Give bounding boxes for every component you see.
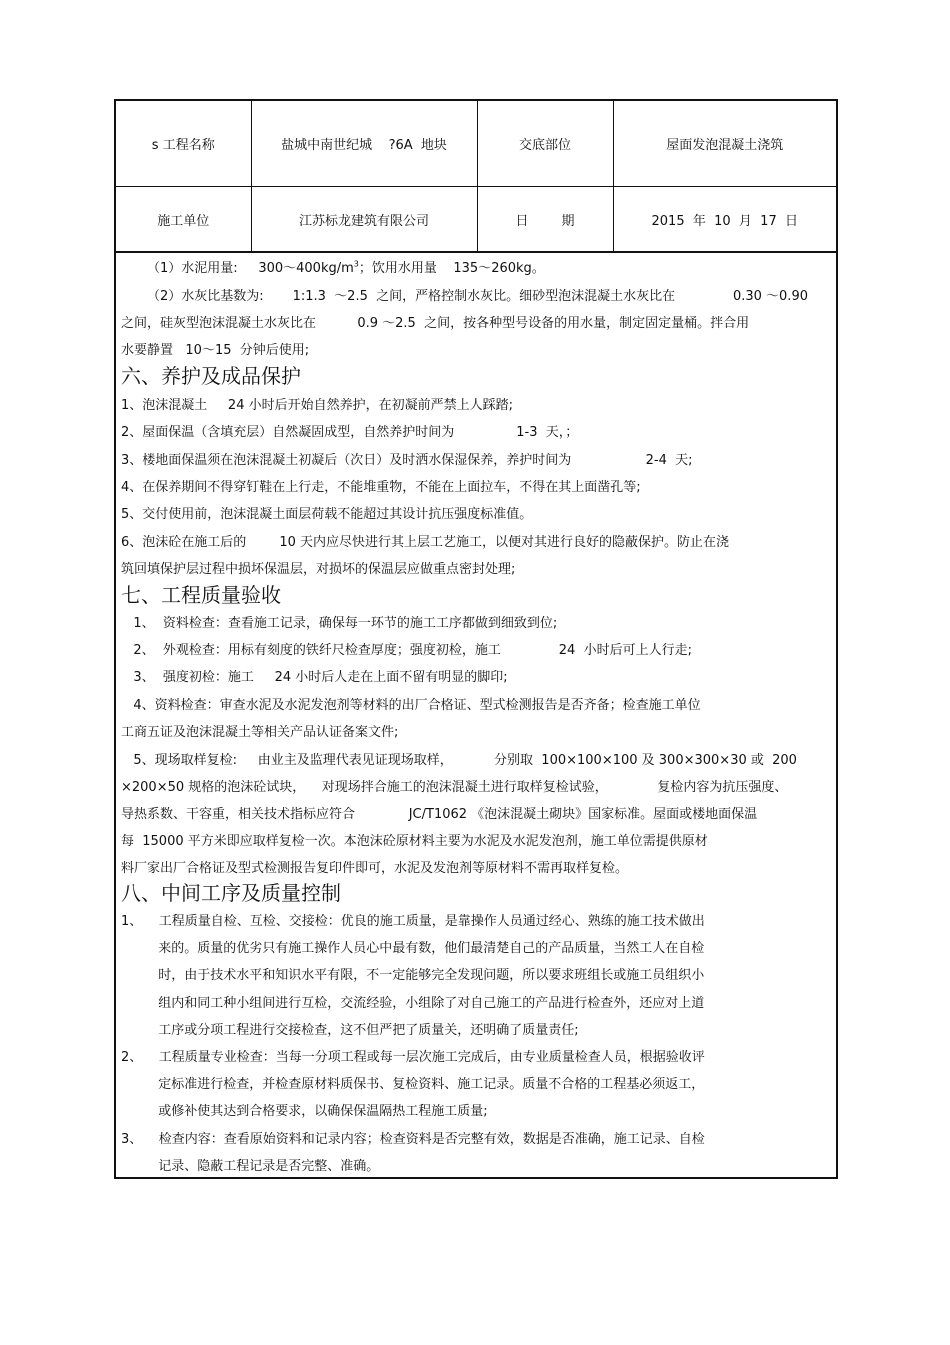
section-8-line: 或修补使其达到合格要求，以确保保温隔热工程施工质量;: [121, 1104, 488, 1119]
section-8-line: 来的。质量的优劣只有施工操作人员心中最有数，他们最清楚自己的产品质量，当然工人在自检: [121, 941, 705, 956]
section-6-line: 4、在保养期间不得穿钉鞋在上行走，不能堆重物，不能在上面拉车，不得在其上面凿孔等;: [121, 480, 641, 495]
section-8-line: 定标准进行检查，并检查原材料质保书、复检资料、施工记录。质量不合格的工程基必须返工，: [121, 1077, 705, 1092]
section-8-heading: 八、中间工序及质量控制: [121, 881, 341, 905]
materials-line-2: （2）水灰比基数为: 1:1.3 ～2.5 之间，严格控制水灰比。细砂型泡沫混凝土水灰比在 0.30 ～0.90: [147, 289, 808, 304]
section-6-line: 6、泡沫砼在施工后的 10 天内应尽快进行其上层工艺施工，以便对其进行良好的隐蔽保护。防止在浇: [121, 535, 730, 550]
section-7-line: 1、 资料检查：查看施工记录，确保每一环节的施工工序都做到细致到位;: [121, 616, 558, 631]
section-6-line: 2、屋面保温（含填充层）自然凝固成型，自然养护时间为 1-3 天，；: [121, 425, 579, 440]
section-7-line: 料厂家出厂合格证及型式检测报告复印件即可，水泥及发泡剂等原材料不需再取样复检。: [121, 861, 629, 876]
section-6-line: 1、泡沫混凝土 24 小时后开始自然养护，在初凝前严禁上人踩踏;: [121, 398, 513, 413]
cement-dosage-text: （1）水泥用量: 300～400kg/m: [147, 261, 354, 276]
section-8-line: 组内和同工种小组间进行互检，交流经验，小组除了对自己施工的产品进行检查外，还应对上道: [121, 996, 705, 1011]
section-8-line: 2、 工程质量专业检查：当每一分项工程或每一层次施工完成后，由专业质量检查人员，根据验收评: [121, 1050, 705, 1065]
section-7-line: 导热系数、干容重，相关技术指标应符合 JC/T1062 《泡沫混凝土砌块》国家标准。屋面或楼地面保温: [121, 807, 758, 822]
construction-unit-value: 江苏标龙建筑有限公司: [251, 187, 477, 253]
header-row-company: [116, 187, 836, 253]
materials-line-1: [147, 261, 545, 277]
section-7-line: ×200×50 规格的泡沫砼试块， 对现场拌合施工的泡沫混凝土进行取样复检试验， 复检内容为抗压强度、: [121, 780, 788, 795]
section-6-line: 筑回填保护层过程中损坏保温层，对损坏的保温层应做重点密封处理;: [121, 562, 516, 577]
project-name-value: 盐城中南世纪城 ?6A 地块: [251, 101, 477, 187]
section-6-heading: 六、养护及成品保护: [121, 364, 301, 388]
materials-line-3: 之间，硅灰型泡沫混凝土水灰比在 0.9 ～2.5 之间，按各种型号设备的用水量，制定固定量桶。拌合用: [121, 316, 750, 331]
unit-superscript: 3: [353, 259, 359, 269]
section-7-line: 3、 强度初检：施工 24 小时后人走在上面不留有明显的脚印;: [121, 670, 508, 685]
handover-part-label: 交底部位: [477, 101, 613, 187]
water-dosage-text: ；饮用水用量 135～260kg。: [358, 261, 545, 276]
header-table: [116, 101, 836, 253]
section-6-line: 3、楼地面保温须在泡沫混凝土初凝后（次日）及时洒水保湿保养，养护时间为 2-4 天;: [121, 453, 693, 468]
header-row-project: [116, 101, 836, 187]
date-value: 2015 年 10 月 17 日: [613, 187, 836, 253]
section-7-line: 工商五证及泡沫混凝土等相关产品认证备案文件;: [121, 725, 399, 740]
section-7-line: 每 15000 平方米即应取样复检一次。本泡沫砼原材料主要为水泥及水泥发泡剂，施工单位需提供原材: [121, 834, 708, 849]
section-7-line: 5、现场取样复检: 由业主及监理代表见证现场取样， 分别取 100×100×100 及 300×300×30 或 200: [121, 753, 797, 768]
section-7-line: 2、 外观检查：用标有刻度的铁纤尺检查厚度；强度初检，施工 24 小时后可上人行走;: [121, 643, 692, 658]
handover-part-value: 屋面发泡混凝土浇筑: [613, 101, 836, 187]
construction-unit-label: 施工单位: [116, 187, 251, 253]
section-8-line: 时，由于技术水平和知识水平有限，不一定能够完全发现问题，所以要求班组长或施工员组织小: [121, 968, 705, 983]
materials-line-4: 水要静置 10～15 分钟后使用;: [121, 343, 310, 358]
section-6-line: 5、交付使用前，泡沫混凝土面层荷载不能超过其设计抗压强度标准值。: [121, 507, 533, 522]
date-label: 日 期: [477, 187, 613, 253]
section-8-line: 3、 检查内容：查看原始资料和记录内容；检查资料是否完整有效，数据是否准确，施工记录、自检: [121, 1132, 705, 1147]
section-8-line: 1、 工程质量自检、互检、交接检：优良的施工质量，是靠操作人员通过经心、熟练的施工技术做出: [121, 914, 705, 929]
section-8-line: 工序或分项工程进行交接检查，这不但严把了质量关，还明确了质量责任;: [121, 1023, 579, 1038]
section-8-line: 记录、隐蔽工程记录是否完整、准确。: [121, 1159, 380, 1174]
section-7-line: 4、资料检查：审查水泥及水泥发泡剂等材料的出厂合格证、型式检测报告是否齐备；检查施工单位: [121, 698, 701, 713]
project-name-label: s 工程名称: [116, 101, 251, 187]
section-7-heading: 七、工程质量验收: [121, 583, 281, 607]
